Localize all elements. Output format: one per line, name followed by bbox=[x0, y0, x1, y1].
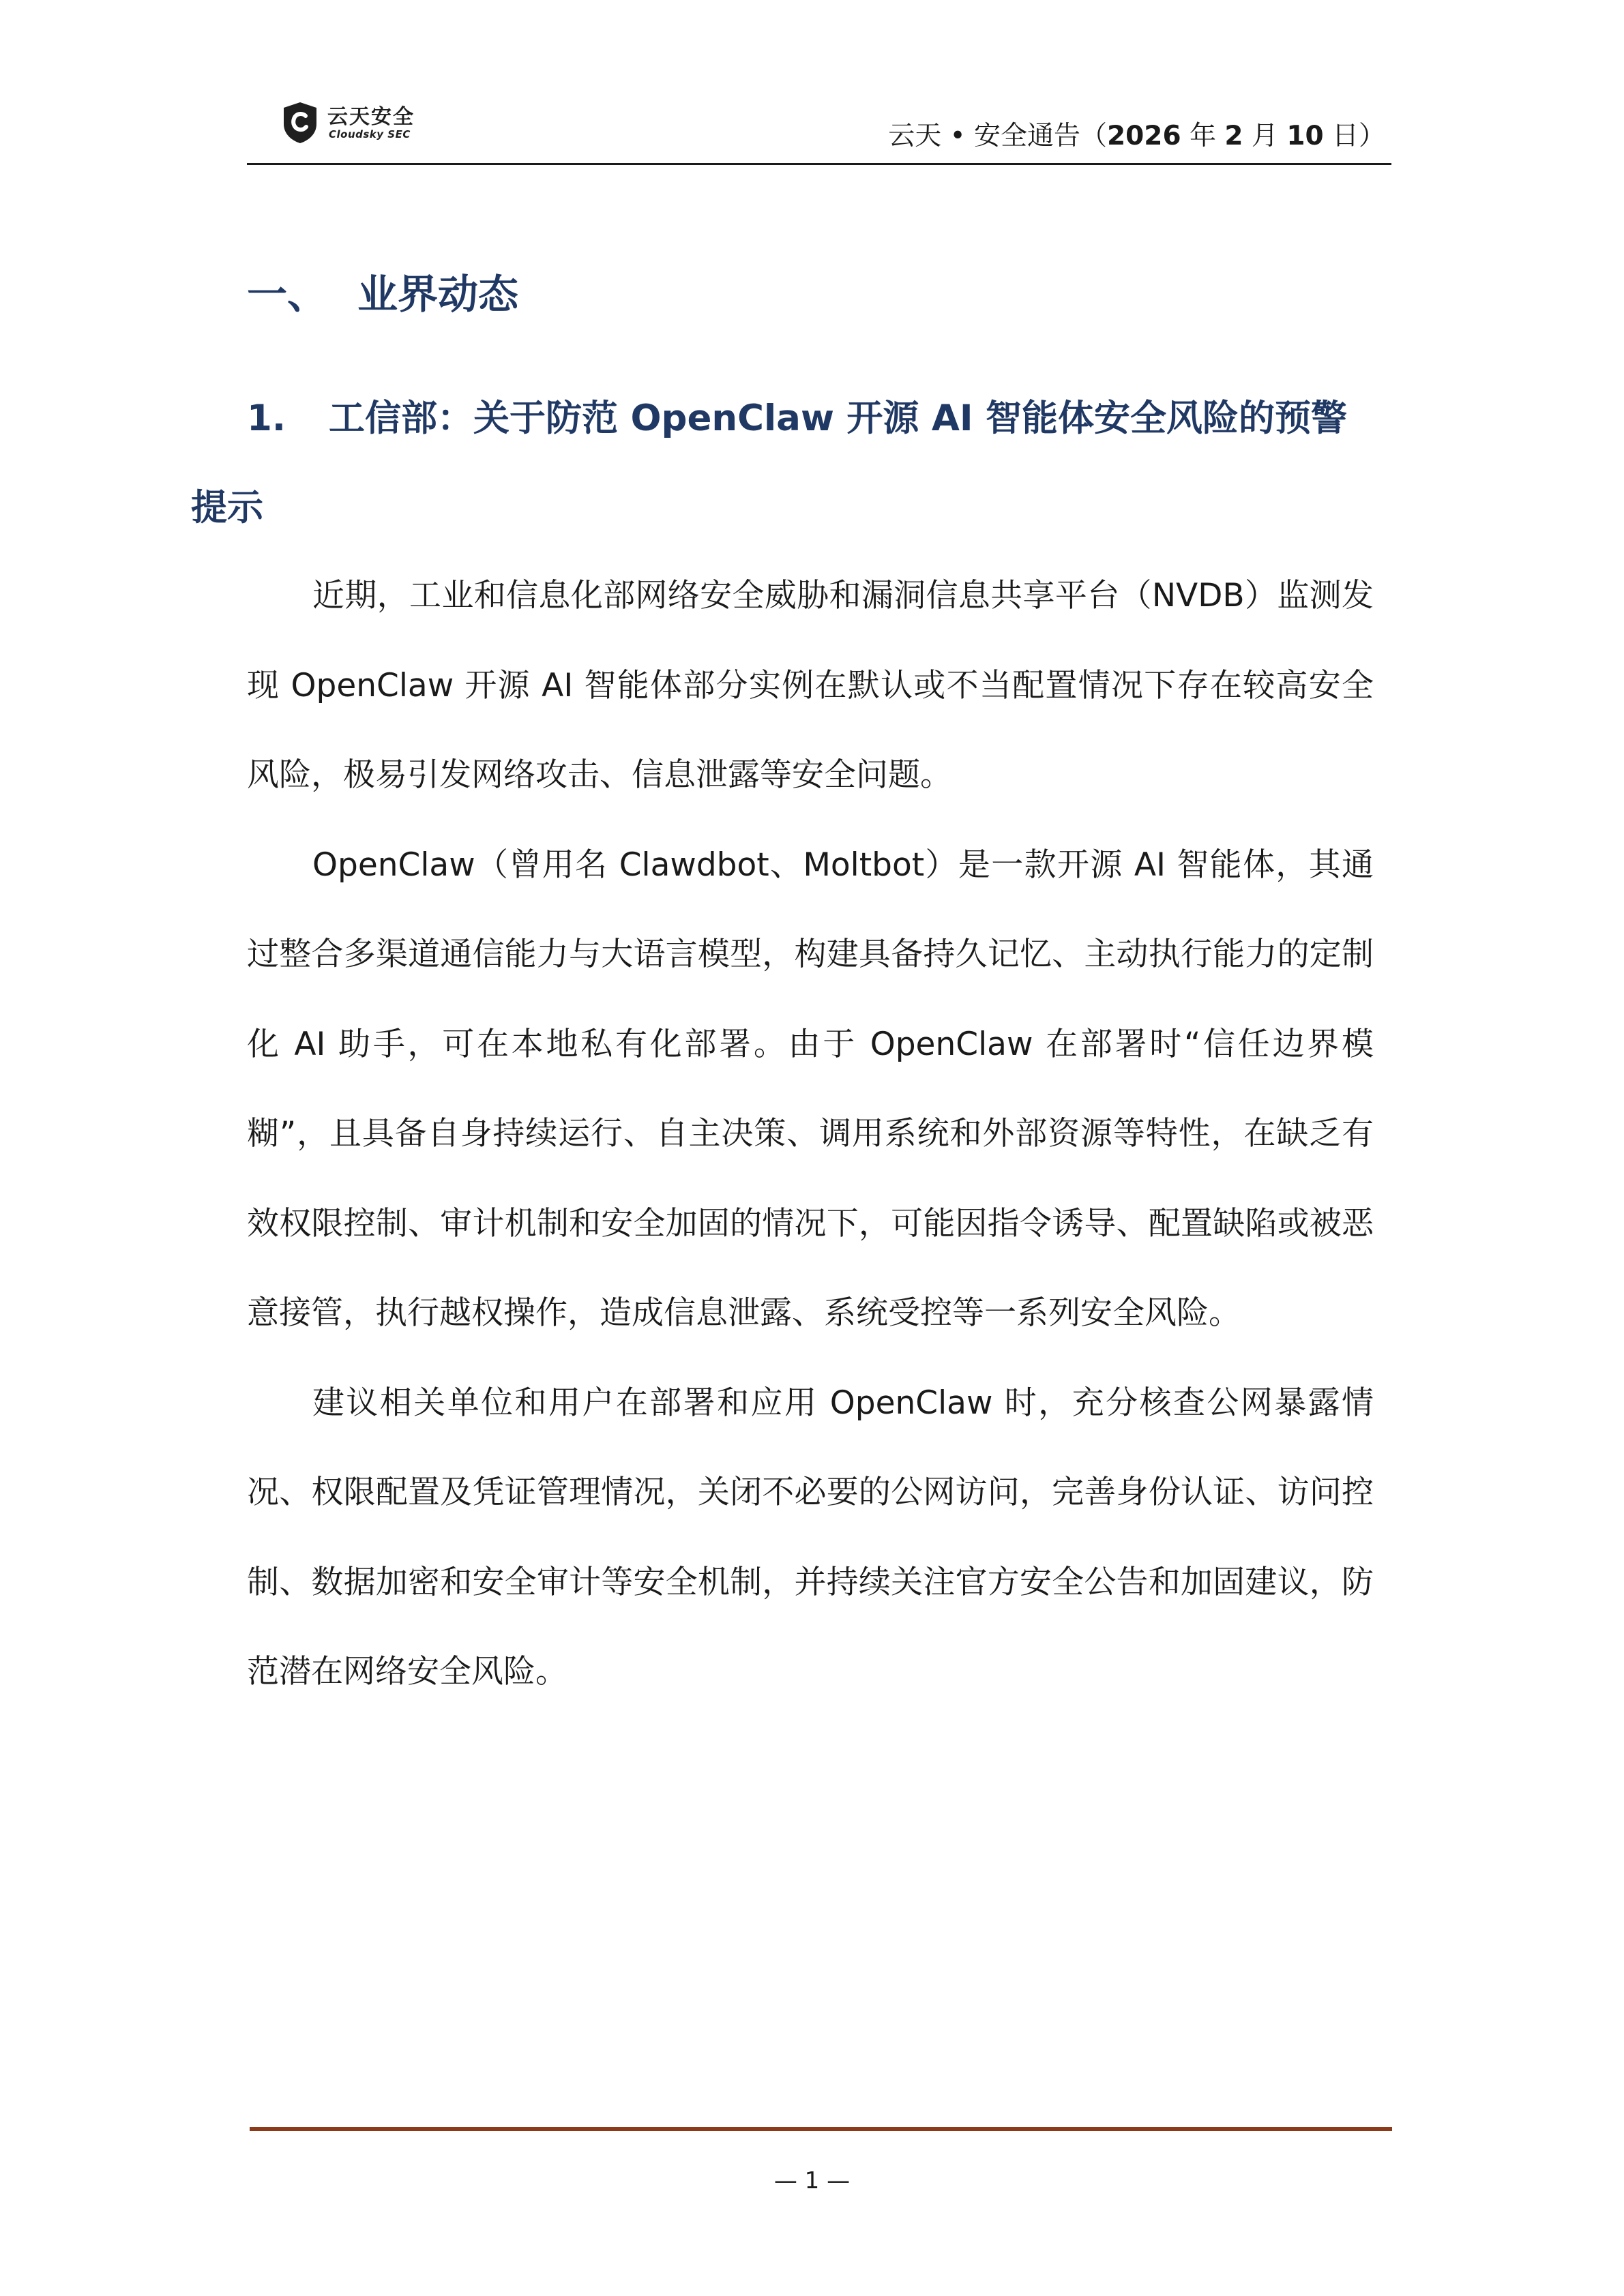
logo-chinese-name: 云天安全 bbox=[327, 105, 415, 129]
section-number: 一、 bbox=[247, 271, 328, 318]
shield-logo-icon bbox=[281, 101, 319, 145]
section-title: 业界动态 bbox=[357, 271, 519, 318]
section-heading bbox=[247, 262, 518, 320]
header-month-suffix: 月 bbox=[1243, 121, 1287, 151]
footer-divider bbox=[250, 2127, 1392, 2131]
article-heading bbox=[191, 374, 1378, 552]
header-day: 10 bbox=[1286, 121, 1324, 151]
header-title-prefix: 云天 • 安全通告（ bbox=[888, 121, 1108, 151]
bulletin-header-title bbox=[888, 115, 1385, 153]
company-logo bbox=[281, 100, 431, 147]
article-title: 工信部：关于防范 OpenClaw 开源 AI 智能体安全风险的预警提示 bbox=[191, 398, 1348, 528]
header-day-suffix: 日） bbox=[1323, 121, 1385, 151]
logo-english-name: Cloudsky SEC bbox=[329, 128, 411, 140]
body-paragraph: OpenClaw（曾用名 Clawdbot、Moltbot）是一款开源 AI 智能体，其通过整合多渠道通信能力与大语言模型，构建具备持久记忆、主动执行能力的定制化 AI 助手，可在本地私有化部署。由于 OpenClaw 在部署时“信任边界模糊”，且具备自身持续运行、自主决策、调用系统和外部资源等特性，在缺乏有效权限控制、审计机制和安全加固的情况下，可能因指令诱导、配置缺陷或被恶意接管，执行越权操作，造成信息泄露、系统受控等一系列安全风险。 bbox=[247, 846, 1374, 1332]
body-paragraph: 近期，工业和信息化部网络安全威胁和漏洞信息共享平台（NVDB）监测发现 OpenClaw 开源 AI 智能体部分实例在默认或不当配置情况下存在较高安全风险，极易引发网络攻击、信息泄露等安全问题。 bbox=[247, 577, 1374, 794]
article-number: 1. bbox=[247, 398, 286, 439]
header-divider bbox=[247, 163, 1391, 165]
header-year: 2026 bbox=[1107, 121, 1181, 151]
page-number: — 1 — bbox=[773, 2167, 851, 2194]
article-body bbox=[247, 551, 1374, 1717]
header-year-suffix: 年 bbox=[1181, 121, 1225, 151]
header-month: 2 bbox=[1224, 121, 1243, 151]
body-paragraph: 建议相关单位和用户在部署和应用 OpenClaw 时，充分核查公网暴露情况、权限配置及凭证管理情况，关闭不必要的公网访问，完善身份认证、访问控制、数据加密和安全审计等安全机制，并持续关注官方安全公告和加固建议，防范潜在网络安全风险。 bbox=[247, 1384, 1374, 1690]
